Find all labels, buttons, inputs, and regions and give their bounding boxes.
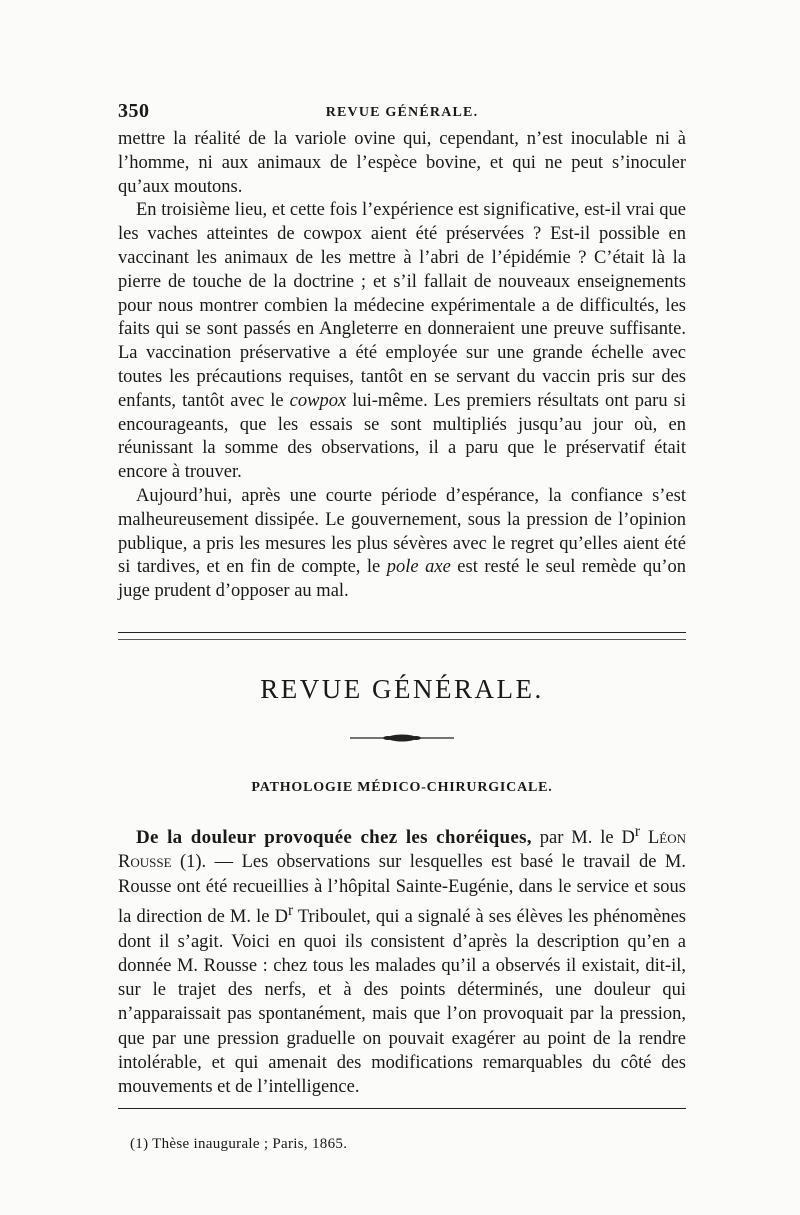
rubric: PATHOLOGIE MÉDICO-CHIRURGICALE. [251,780,553,795]
article-paragraph [118,820,686,1100]
author-name: Léon Rousse [118,828,686,873]
article-headline: De la douleur provoquée chez les choréiques, [136,827,532,849]
page-number: 350 [118,100,150,122]
paragraph-2 [118,199,686,485]
note-reference: (1). [171,852,207,873]
footnote-rule [118,1108,686,1109]
byline-sup: r [634,823,641,840]
article-text-a: — Les observations sur lesquelles est basé le travail de M. Rousse ont été recueillies à l’hôpital Sainte-Eugénie, dans le service et sous la direction de M. le D [118,852,686,928]
running-title: REVUE GÉNÉRALE. [325,105,479,120]
running-head [118,100,686,124]
article [118,820,686,1100]
article-text-sup: r [287,902,294,920]
section-title: REVUE GÉNÉRALE. [260,674,544,704]
paragraph-3 [118,485,686,604]
footnote: (1) Thèse inaugurale ; Paris, 1865. [130,1136,348,1152]
ornament-rule [350,733,454,743]
article-text-b: Triboulet, qui a signalé à ses élèves les phénomènes dont il s’agit. Voici en quoi ils consistent d’après la description qu’en a donnée M. Rousse : chez tous les malades qu’il a observés il existait, dit-il, sur le trajet des nerfs, et à des points déterminés, une douleur qui n’apparaissait pas spontanément, mais que l’on provoquait par la pression, que par une pression graduelle on pouvait exagérer au point de la rendre intolérable, et qui amenait des modifications remarquables du côté des mouvements et de l’intelligence. [118,907,686,1098]
paragraph-3-part-a: Aujourd’hui, après une courte période d’espérance, la confiance s’est malheureusement dissipée. Le gouvernement, sous la pression de l’opinion publique, a pris les mesures les plus sévères avec le regret qu’elles aient été si tardives, et en fin de compte, le [118,485,686,578]
paragraph-2-italic: cowpox [289,390,347,411]
paragraph-2-part-b: lui-même. Les premiers résultats ont paru si encourageants, que les essais se sont multipliés jusqu’au jour où, en réunissant la somme des observations, il a paru que le préservatif était encore à trouver. [118,390,686,483]
section-divider [118,632,686,640]
continued-text [118,128,686,604]
paragraph-3-italic: pole axe [386,557,451,578]
paragraph-1: mettre la réalité de la variole ovine qui, cependant, n’est inoculable ni à l’homme, ni aux animaux de l’espèce bovine, et qui ne peut s’inoculer qu’aux moutons. [118,129,686,197]
paragraph-3-part-b: est resté le seul remède qu’on juge prudent d’opposer au mal. [118,557,686,602]
paragraph-2-part-a: En troisième lieu, et cette fois l’expérience est significative, est-il vrai que les vaches atteintes de cowpox aient été préservées ? Est-il possible en vaccinant les animaux de les mettre à l’abri de l’épidémie ? C’était là la pierre de touche de la doctrine ; et s’il fallait de nouveaux enseignements pour nous montrer combien la médecine expérimentale a de difficultés, les faits qui se sont passés en Angleterre en donneraient une preuve suffisante. La vaccination préservative a été employée sur une grande échelle avec toutes les précautions requises, tantôt en se servant du vaccin pris sur des enfants, tantôt avec le [118,200,686,411]
byline-prefix: par M. le D [531,828,635,849]
